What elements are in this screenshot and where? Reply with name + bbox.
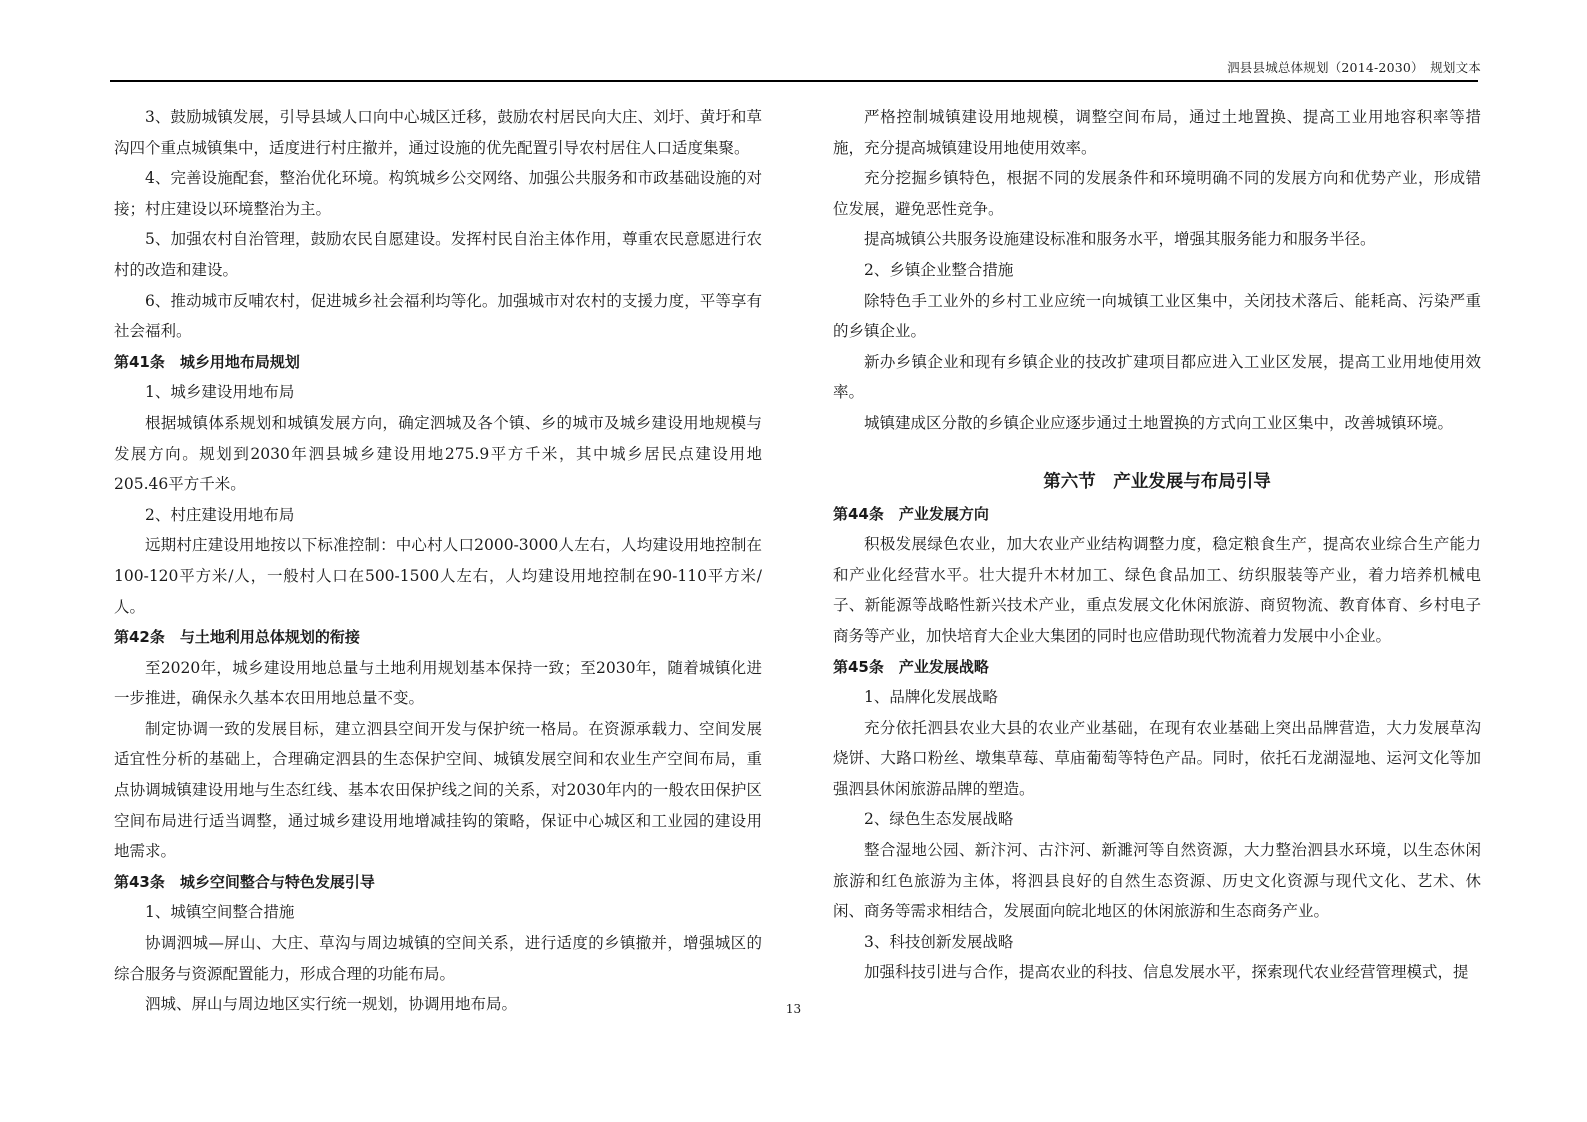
paragraph: 积极发展绿色农业，加大农业产业结构调整力度，稳定粮食生产，提高农业综合生产能力和产业化经营水平。壮大提升木材加工、绿色食品加工、纺织服装等产业，着力培养机械电子、新能源等战略性新兴技术产业，重点发展文化休闲旅游、商贸物流、教育体育、乡村电子商务等产业，加快培育大企业大集团的同时也应借助现代物流着力发展中小企业。 [833,535,1481,645]
paragraph: 充分依托泗县农业大县的农业产业基础，在现有农业基础上突出品牌营造，大力发展草沟烧饼、大路口粉丝、墩集草莓、草庙葡萄等特色产品。同时，依托石龙湖湿地、运河文化等加强泗县休闲旅游品牌的塑造。 [833,718,1481,798]
paragraph: 协调泗城—屏山、大庄、草沟与周边城镇的空间关系，进行适度的乡镇撤并，增强城区的综合服务与资源配置能力，形成合理的功能布局。 [114,934,762,983]
paragraph: 城镇建成区分散的乡镇企业应逐步通过土地置换的方式向工业区集中，改善城镇环境。 [864,413,1454,432]
paragraph: 1、城乡建设用地布局 [145,383,295,402]
paragraph: 2、乡镇企业整合措施 [864,260,1014,279]
paragraph: 整合湿地公园、新汴河、古汴河、新濉河等自然资源，大力整治泗县水环境，以生态休闲旅游和红色旅游为主体，将泗县良好的自然生态资源、历史文化资源与现代文化、艺术、休闲、商务等需求相结合，发展面向皖北地区的休闲旅游和生态商务产业。 [833,841,1481,921]
paragraph: 加强科技引进与合作，提高农业的科技、信息发展水平，探索现代农业经营管理模式，提 [864,963,1469,982]
paragraph: 除特色手工业外的乡村工业应统一向城镇工业区集中，关闭技术落后、能耗高、污染严重的乡镇企业。 [833,291,1481,341]
paragraph: 至2020年，城乡建设用地总量与土地利用规划基本保持一致；至2030年，随着城镇化进一步推进，确保永久基本农田用地总量不变。 [114,658,762,708]
paragraph: 泗城、屏山与周边地区实行统一规划，协调用地布局。 [145,995,518,1014]
section-heading: 第六节 产业发展与布局引导 [1043,471,1271,492]
right-column [833,102,1481,988]
paragraph: 严格控制城镇建设用地规模，调整空间布局，通过土地置换、提高工业用地容积率等措施，充分提高城镇建设用地使用效率。 [833,108,1481,157]
document-header: 泗县县城总体规划（2014-2030） 规划文本 [1227,60,1481,75]
paragraph: 5、加强农村自治管理，鼓励农民自愿建设。发挥村民自治主体作用，尊重农民意愿进行农村的改造和建设。 [114,230,762,279]
paragraph: 6、推动城市反哺农村，促进城乡社会福利均等化。加强城市对农村的支援力度，平等享有社会福利。 [114,291,762,341]
paragraph: 2、村庄建设用地布局 [145,505,295,524]
paragraph: 3、鼓励城镇发展，引导县域人口向中心城区迁移，鼓励农村居民向大庄、刘圩、黄圩和草沟四个重点城镇集中，适度进行村庄撤并，通过设施的优先配置引导农村居住人口适度集聚。 [114,108,762,157]
paragraph: 根据城镇体系规划和城镇发展方向，确定泗城及各个镇、乡的城市及城乡建设用地规模与发展方向。规划到2030年泗县城乡建设用地275.9平方千米，其中城乡居民点建设用地205.46平方千米。 [114,413,762,494]
article-title: 第41条 城乡用地布局规划 [114,352,300,371]
paragraph: 新办乡镇企业和现有乡镇企业的技改扩建项目都应进入工业区发展，提高工业用地使用效率。 [833,352,1481,402]
page-number: 13 [785,1002,802,1016]
paragraph: 远期村庄建设用地按以下标准控制：中心村人口2000-3000人左右，人均建设用地控制在100-120平方米/人，一般村人口在500-1500人左右，人均建设用地控制在90-110平方米/人。 [114,536,762,616]
paragraph: 4、完善设施配套，整治优化环境。构筑城乡公交网络、加强公共服务和市政基础设施的对接；村庄建设以环境整治为主。 [114,169,762,218]
paragraph: 充分挖掘乡镇特色，根据不同的发展条件和环境明确不同的发展方向和优势产业，形成错位发展，避免恶性竞争。 [833,169,1481,218]
article-title: 第42条 与土地利用总体规划的衔接 [114,628,360,647]
left-column [114,102,762,1020]
article-title: 第44条 产业发展方向 [833,504,989,523]
paragraph: 提高城镇公共服务设施建设标准和服务水平，增强其服务能力和服务半径。 [864,230,1376,249]
paragraph: 2、绿色生态发展战略 [864,810,1014,829]
paragraph: 1、城镇空间整合措施 [145,903,295,922]
header-divider [110,80,1478,82]
paragraph: 3、科技创新发展战略 [864,932,1014,951]
paragraph: 1、品牌化发展战略 [864,688,998,707]
paragraph: 制定协调一致的发展目标，建立泗县空间开发与保护统一格局。在资源承载力、空间发展适宜性分析的基础上，合理确定泗县的生态保护空间、城镇发展空间和农业生产空间布局，重点协调城镇建设用地与生态红线、基本农田保护线之间的关系，对2030年内的一般农田保护区空间布局进行适当调整，通过城乡建设用地增减挂钩的策略，保证中心城区和工业园的建设用地需求。 [114,719,762,861]
article-title: 第43条 城乡空间整合与特色发展引导 [114,872,375,891]
article-title: 第45条 产业发展战略 [833,657,989,676]
